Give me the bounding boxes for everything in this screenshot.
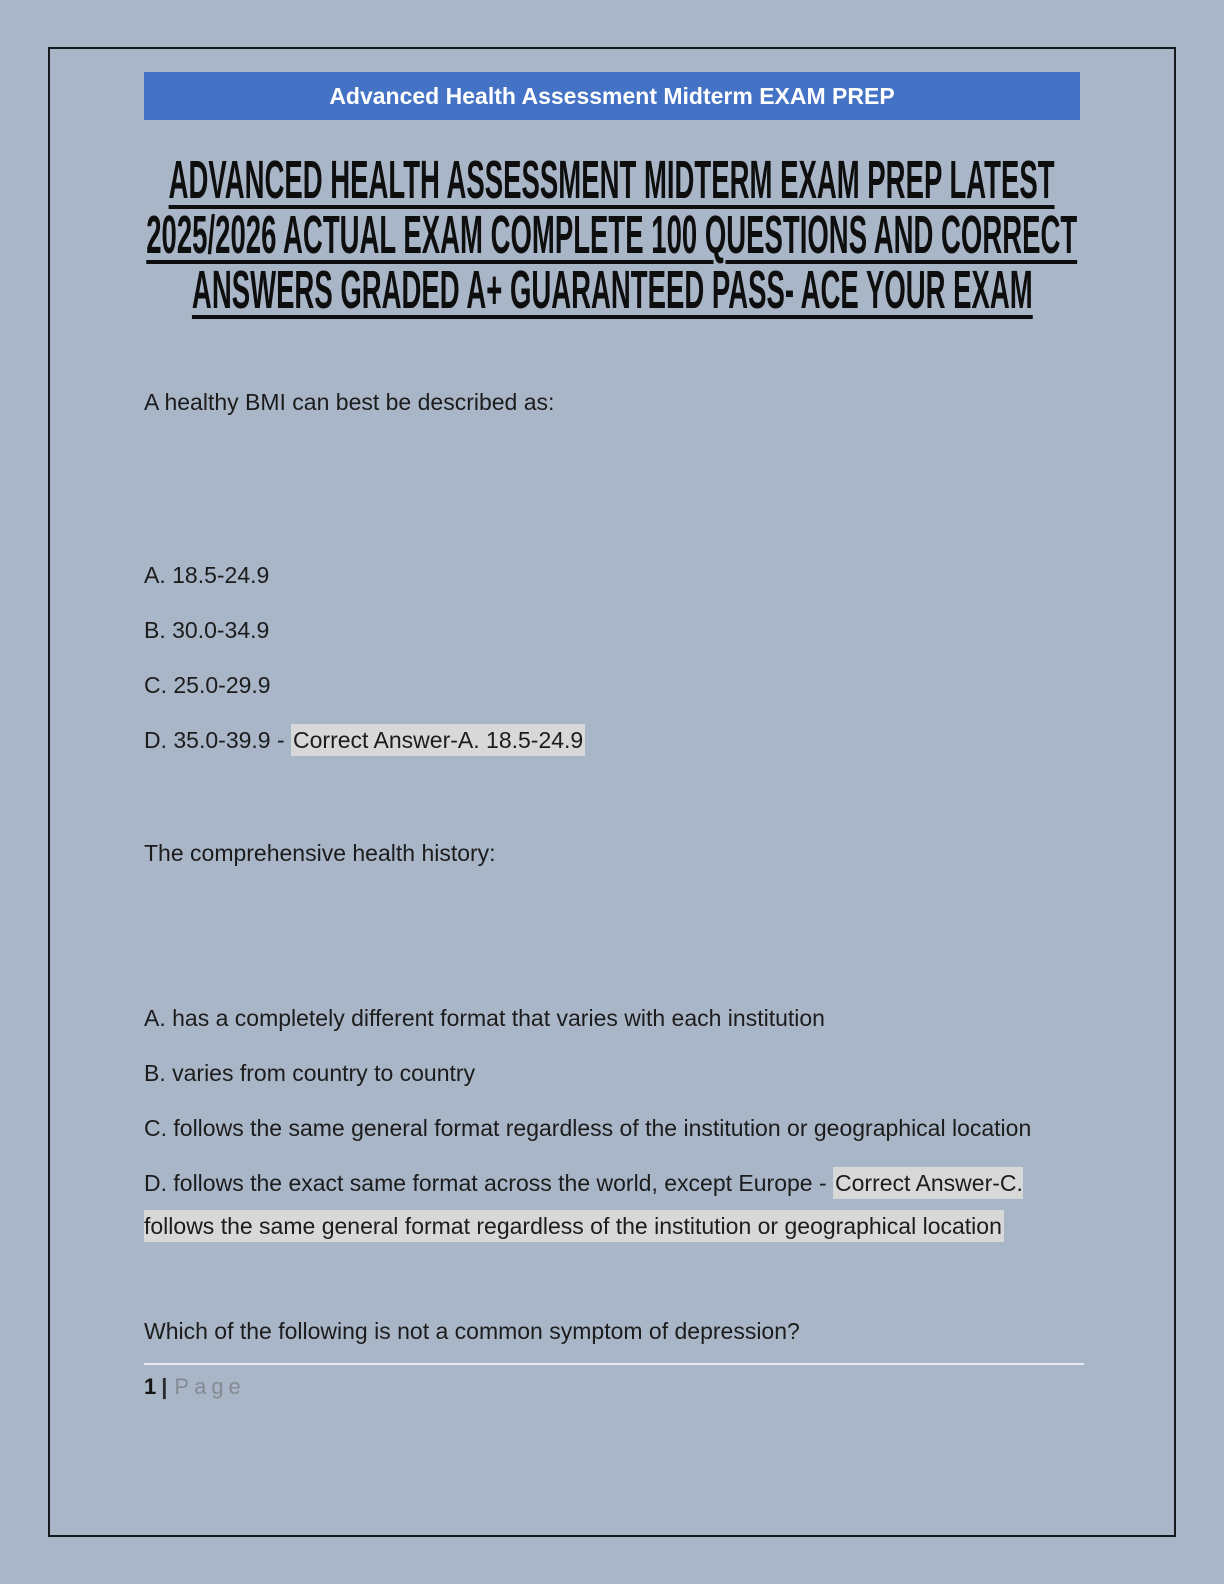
header-banner xyxy=(144,72,1080,120)
question-2-prompt: The comprehensive health history: xyxy=(144,840,496,866)
title-line-2 xyxy=(144,204,1080,265)
question-2-option-c: C. follows the same general format regardless of the institution or geographical location xyxy=(144,1115,1032,1141)
question-2-option-a: A. has a completely different format that varies with each institution xyxy=(144,1005,825,1031)
question-1-option-d xyxy=(144,719,1080,762)
question-2-correct-answer-highlight: Correct Answer-C. follows the same general format regardless of the institution or geographical location xyxy=(144,1167,1023,1242)
document-title xyxy=(144,149,1080,320)
footer-divider xyxy=(144,1363,1084,1365)
footer-separator: | xyxy=(161,1374,168,1399)
page-footer xyxy=(144,1373,1080,1401)
question-1-options xyxy=(144,554,1080,762)
document-page xyxy=(144,72,1080,1401)
question-1-option-b: B. 30.0-34.9 xyxy=(144,617,270,643)
question-1-option-a: A. 18.5-24.9 xyxy=(144,562,270,588)
question-2-options xyxy=(144,997,1080,1248)
question-1-option-d-text: D. 35.0-39.9 - xyxy=(144,727,292,753)
question-2-option-d xyxy=(144,1162,1080,1248)
title-line-2-text: 2025/2026 ACTUAL EXAM COMPLETE 100 QUESTIONS AND CORRECT xyxy=(146,204,1078,265)
question-1-prompt: A healthy BMI can best be described as: xyxy=(144,389,555,415)
title-line-3-text: ANSWERS GRADED A+ GUARANTEED PASS- ACE YOUR EXAM xyxy=(191,259,1033,320)
title-line-3 xyxy=(144,259,1080,320)
header-banner-text: Advanced Health Assessment Midterm EXAM PREP xyxy=(329,82,895,109)
title-line-1-text: ADVANCED HEALTH ASSESSMENT MIDTERM EXAM PREP LATEST xyxy=(169,149,1055,210)
question-1-option-c: C. 25.0-29.9 xyxy=(144,672,271,698)
question-3-prompt: Which of the following is not a common symptom of depression? xyxy=(144,1318,800,1344)
question-1-correct-answer-highlight: Correct Answer-A. 18.5-24.9 xyxy=(291,724,585,756)
footer-page-label: Page xyxy=(174,1374,246,1399)
question-2-option-d-text: D. follows the exact same format across the world, except Europe - xyxy=(144,1170,834,1196)
question-2-option-b: B. varies from country to country xyxy=(144,1060,476,1086)
footer-page-number: 1 xyxy=(144,1374,157,1399)
title-line-1 xyxy=(144,149,1080,210)
